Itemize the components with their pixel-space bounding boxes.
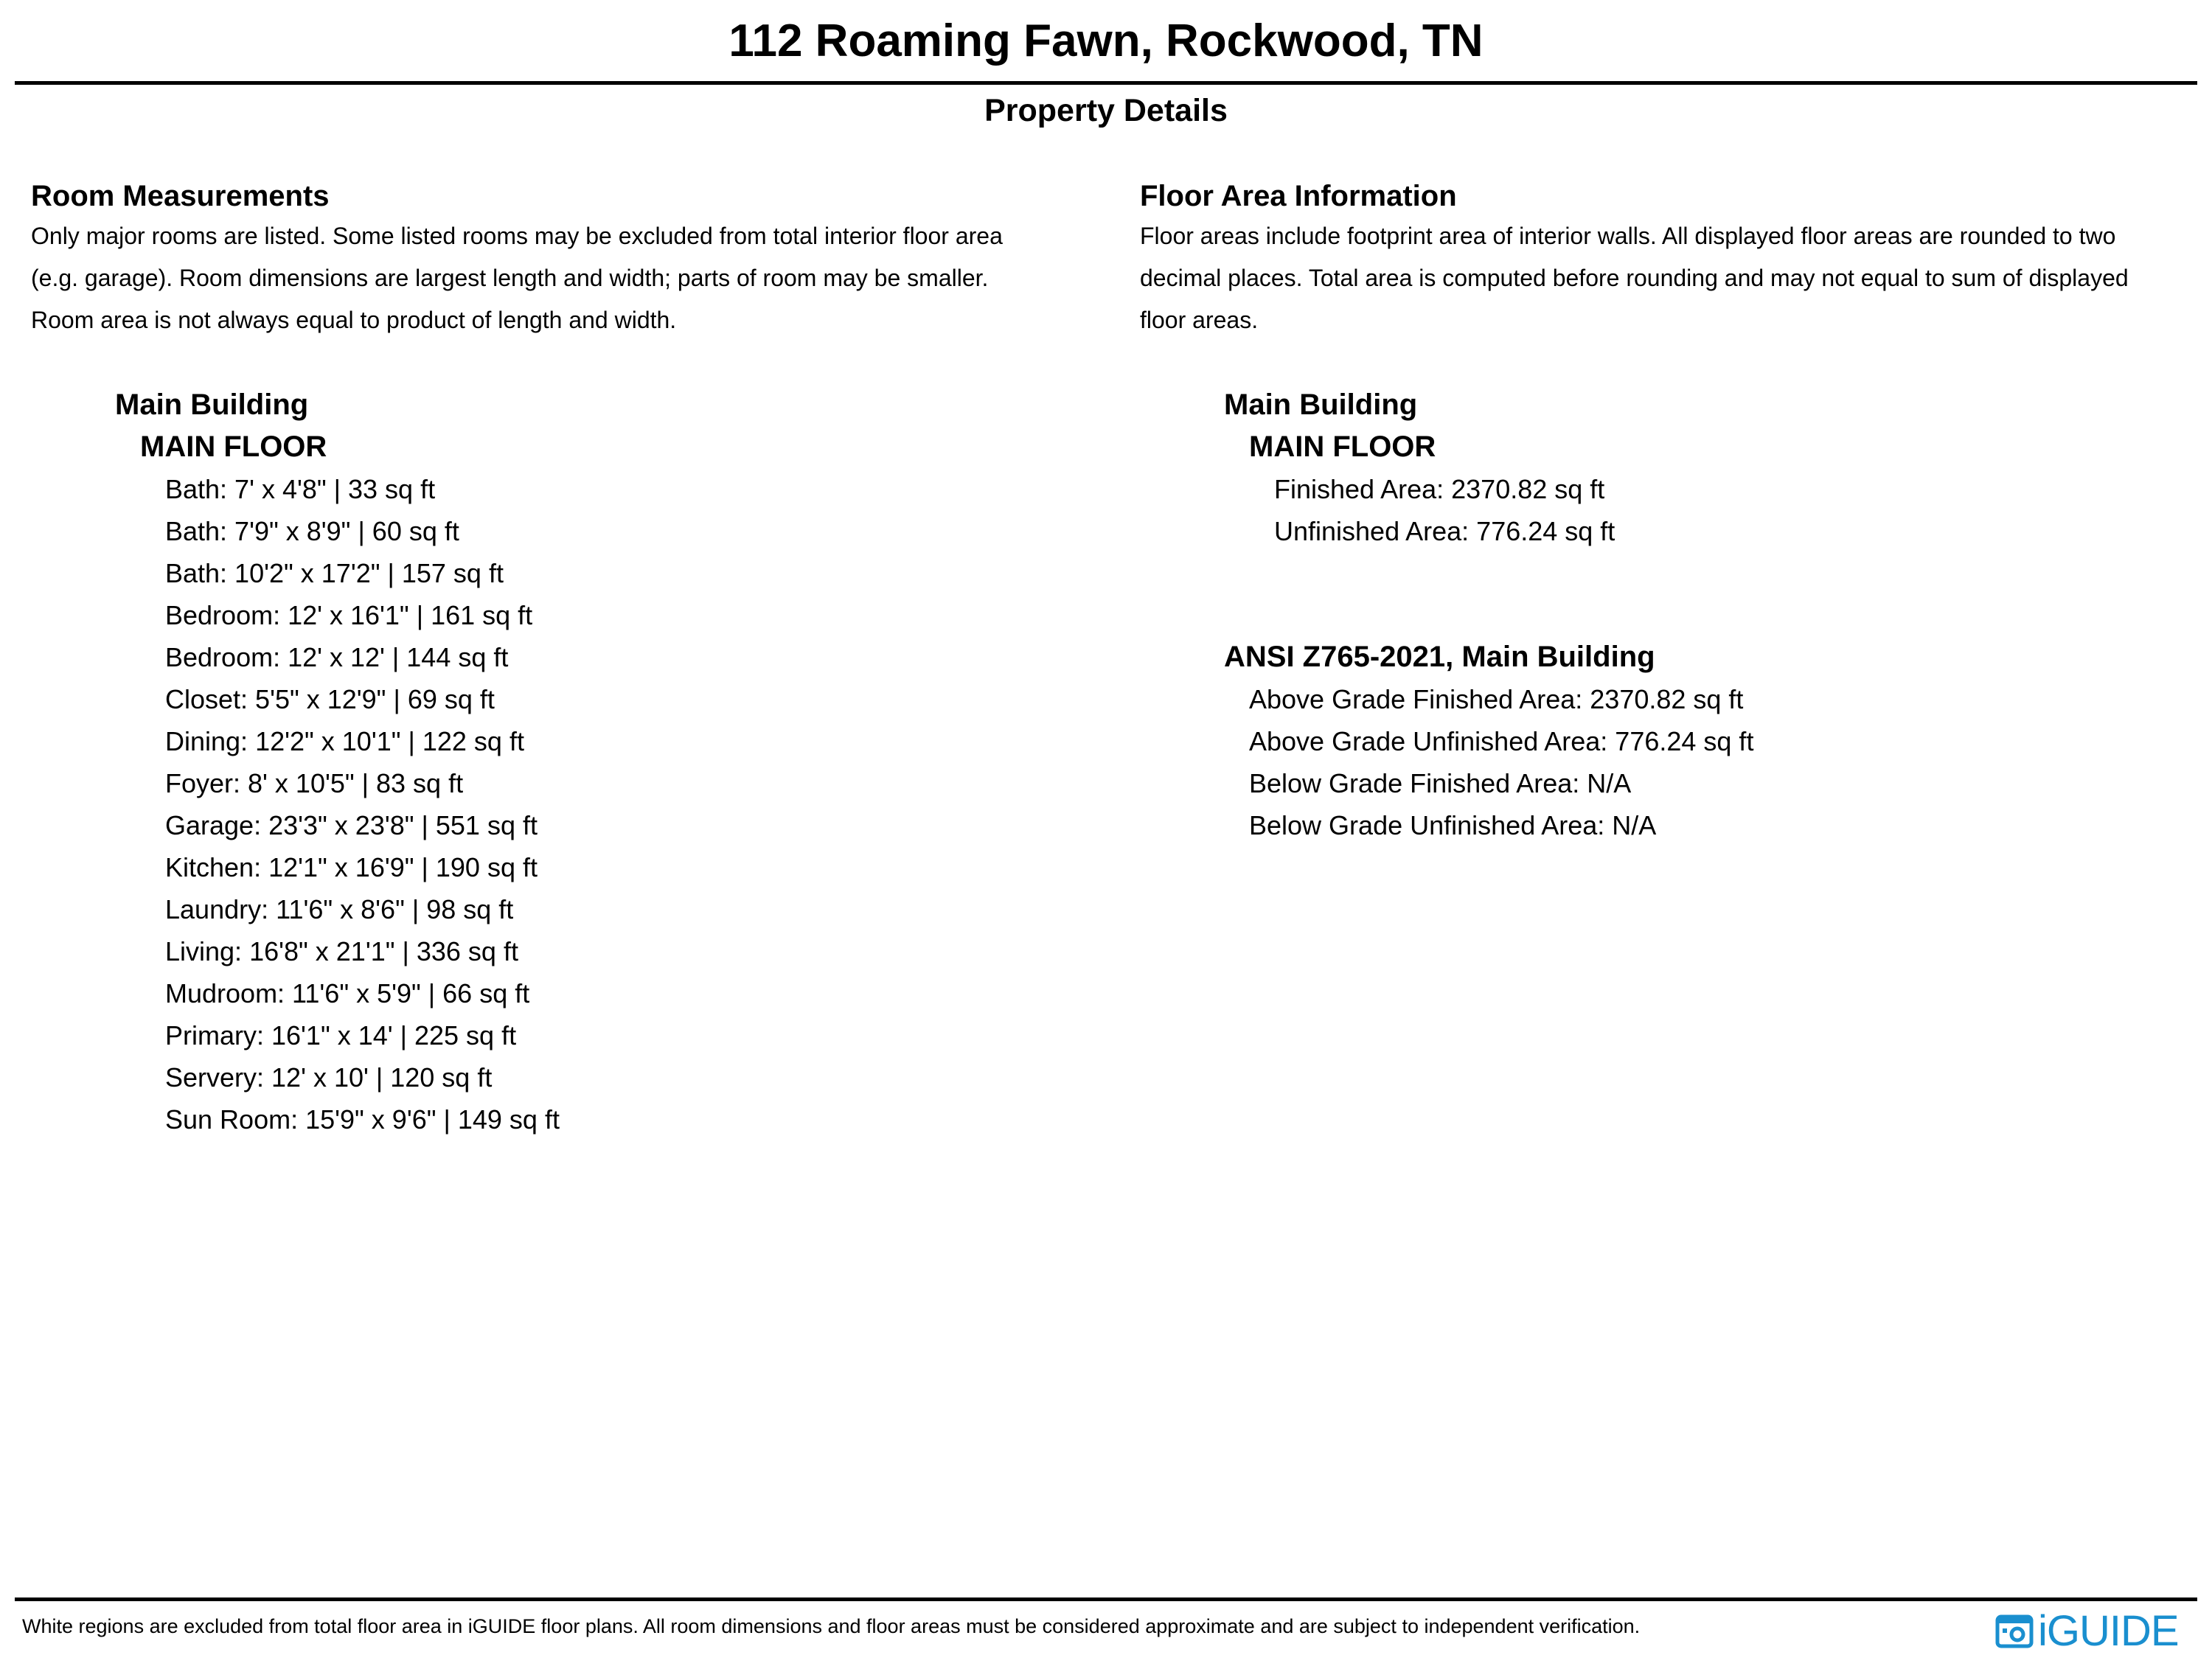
room-item: Sun Room: 15'9" x 9'6" | 149 sq ft bbox=[165, 1104, 560, 1135]
room-item: Bath: 7' x 4'8" | 33 sq ft bbox=[165, 474, 436, 504]
ansi-item: Above Grade Finished Area: 2370.82 sq ft bbox=[1249, 684, 1744, 714]
room-item: Servery: 12' x 10' | 120 sq ft bbox=[165, 1062, 493, 1093]
footer-disclaimer: White regions are excluded from total floor area in iGUIDE floor plans. All room dimensions and floor areas must be considered approximate and are subject to independent verification. bbox=[22, 1615, 1641, 1637]
building-heading: Main Building bbox=[1224, 389, 1418, 421]
finished-area-item: Finished Area: 2370.82 sq ft bbox=[1274, 474, 1605, 504]
floor-group bbox=[1249, 426, 2202, 552]
room-item: Foyer: 8' x 10'5" | 83 sq ft bbox=[165, 768, 464, 798]
ansi-item: Below Grade Unfinished Area: N/A bbox=[1249, 810, 1657, 840]
floor-area-description: Floor areas include footprint area of interior walls. All displayed floor areas are rounded to two decimal places. Total area is computed before rounding and may not equal to sum of displayed floor areas. bbox=[1140, 223, 2129, 333]
room-item: Garage: 23'3" x 23'8" | 551 sq ft bbox=[165, 810, 538, 840]
logo-text: iGUIDE bbox=[2038, 1607, 2179, 1655]
room-item: Mudroom: 11'6" x 5'9" | 66 sq ft bbox=[165, 978, 530, 1008]
floor-area-list bbox=[1274, 468, 2202, 552]
header-divider bbox=[15, 81, 2197, 85]
room-item: Bedroom: 12' x 16'1" | 161 sq ft bbox=[165, 600, 533, 630]
room-item: Bedroom: 12' x 12' | 144 sq ft bbox=[165, 642, 509, 672]
unfinished-area-item: Unfinished Area: 776.24 sq ft bbox=[1274, 516, 1615, 546]
room-item: Bath: 10'2" x 17'2" | 157 sq ft bbox=[165, 558, 504, 588]
floor-heading: MAIN FLOOR bbox=[1249, 431, 1436, 463]
iguide-logo bbox=[1995, 1608, 2179, 1655]
room-list bbox=[165, 468, 1093, 1140]
room-measurements-heading: Room Measurements bbox=[31, 180, 330, 212]
ansi-heading: ANSI Z765-2021, Main Building bbox=[1224, 641, 1655, 673]
floor-heading: MAIN FLOOR bbox=[140, 431, 327, 463]
page-subtitle: Property Details bbox=[984, 93, 1228, 128]
building-heading: Main Building bbox=[115, 389, 309, 421]
ansi-item: Above Grade Unfinished Area: 776.24 sq ft bbox=[1249, 726, 1754, 756]
iguide-camera-icon bbox=[1995, 1612, 2034, 1651]
page-title: 112 Roaming Fawn, Rockwood, TN bbox=[728, 15, 1484, 66]
floor-area-heading: Floor Area Information bbox=[1140, 180, 1457, 212]
floor-group bbox=[140, 426, 1093, 1140]
room-item: Dining: 12'2" x 10'1" | 122 sq ft bbox=[165, 726, 524, 756]
room-measurements-description: Only major rooms are listed. Some listed rooms may be excluded from total interior floor area (e.g. garage). Room dimensions are largest length and width; parts of room may be smaller. Room area is not always equal to product of length and width. bbox=[31, 223, 1003, 333]
room-measurements-section bbox=[31, 177, 1093, 1140]
floor-area-section bbox=[1140, 177, 2202, 846]
ansi-item: Below Grade Finished Area: N/A bbox=[1249, 768, 1632, 798]
room-item: Bath: 7'9" x 8'9" | 60 sq ft bbox=[165, 516, 459, 546]
room-measurements-building bbox=[115, 384, 1093, 1140]
room-item: Living: 16'8" x 21'1" | 336 sq ft bbox=[165, 936, 518, 966]
room-item: Closet: 5'5" x 12'9" | 69 sq ft bbox=[165, 684, 495, 714]
room-item: Primary: 16'1" x 14' | 225 sq ft bbox=[165, 1020, 517, 1051]
room-item: Kitchen: 12'1" x 16'9" | 190 sq ft bbox=[165, 852, 538, 882]
room-item: Laundry: 11'6" x 8'6" | 98 sq ft bbox=[165, 894, 514, 924]
footer-divider bbox=[15, 1597, 2197, 1601]
ansi-list bbox=[1249, 678, 2202, 846]
floor-area-building bbox=[1224, 384, 2202, 846]
